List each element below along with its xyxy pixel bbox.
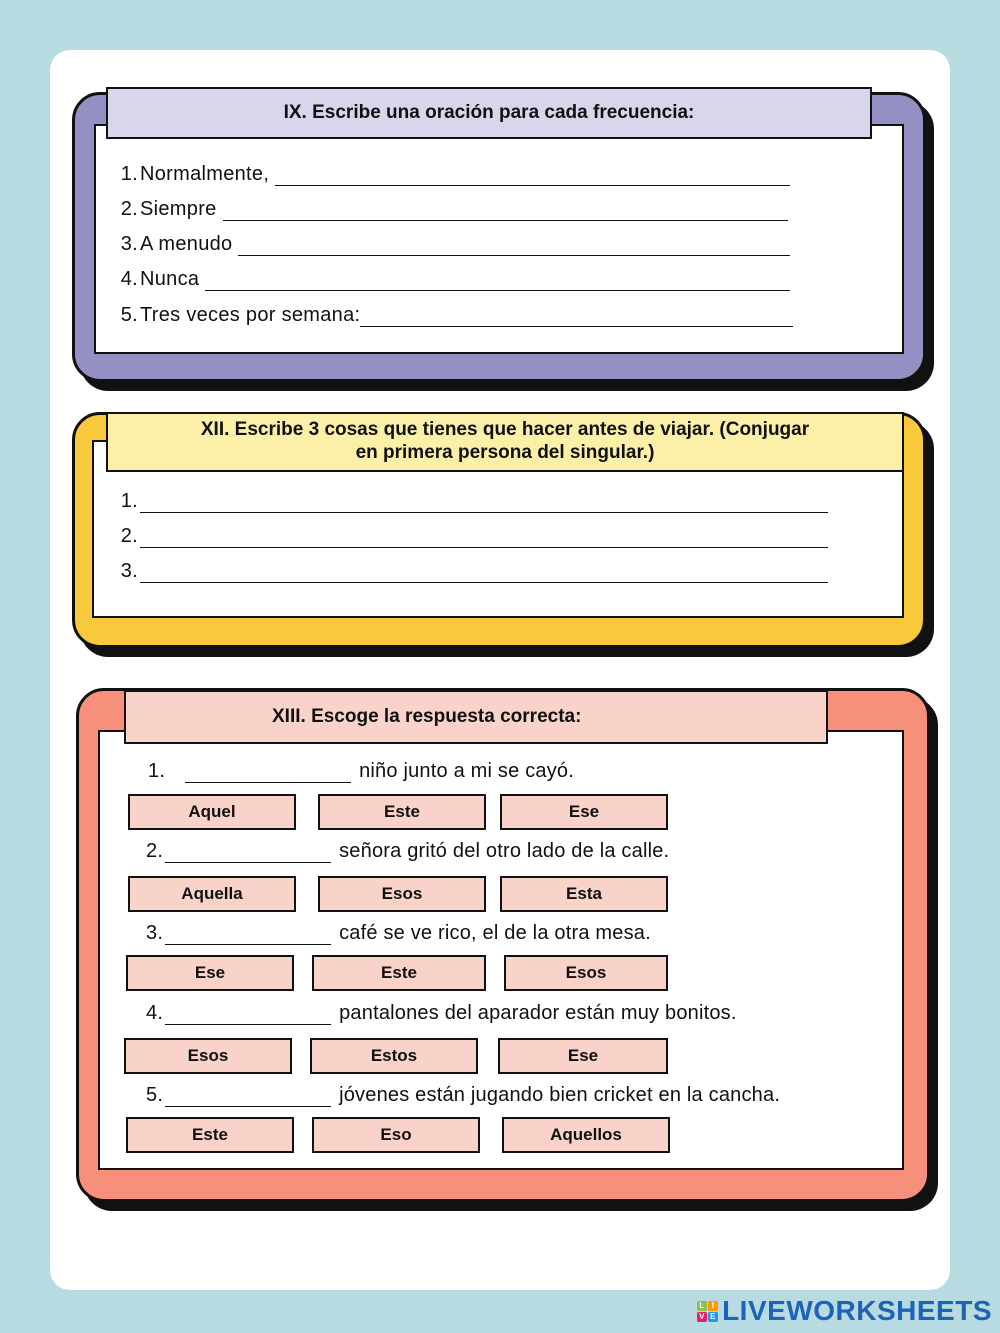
answer-blank[interactable] [165,844,331,863]
ix-item-number: 3. [120,233,138,255]
question-number: 2. [146,840,164,862]
option-button[interactable]: Esos [124,1038,292,1074]
ix-item-1[interactable] [118,163,790,186]
section-xiii-title [124,690,828,744]
option-button[interactable]: Esos [318,876,486,912]
section-xii-title [106,412,904,472]
question-text: pantalones del aparador están muy bonitos. [339,1002,737,1024]
ix-item-label: Siempre [140,198,217,220]
option-button[interactable]: Ese [498,1038,668,1074]
section-ix-title-text: IX. Escribe una oración para cada frecuencia: [283,101,695,123]
section-ix-title [106,87,872,139]
ix-item-number: 4. [120,268,138,290]
ix-item-label: A menudo [140,233,233,255]
question-number: 5. [146,1084,164,1106]
ix-answer-line[interactable] [223,202,788,221]
ix-item-label: Nunca [140,268,200,290]
question-text: niño junto a mi se cayó. [359,760,575,782]
ix-item-number: 1. [120,163,138,185]
option-button[interactable]: Esos [504,955,668,991]
xii-item-number: 3. [120,560,138,582]
section-xii-title-line2: en primera persona del singular.) [355,442,655,463]
ix-answer-line[interactable] [205,272,790,291]
logo-letter-v: V [697,1312,707,1322]
xii-item-1[interactable] [118,490,828,513]
xiii-question-3 [146,922,651,945]
xiii-question-2 [146,840,669,863]
ix-answer-line[interactable] [360,308,793,327]
xii-answer-line[interactable] [140,494,828,513]
question-number: 1. [148,760,166,782]
answer-blank[interactable] [185,764,351,783]
option-button[interactable]: Este [312,955,486,991]
logo-letter-l: L [697,1301,707,1311]
question-text: jóvenes están jugando bien cricket en la cancha. [339,1084,781,1106]
ix-item-4[interactable] [118,268,790,291]
ix-item-number: 2. [120,198,138,220]
ix-item-number: 5. [120,304,138,326]
option-button[interactable]: Esta [500,876,668,912]
option-button[interactable]: Estos [310,1038,478,1074]
ix-item-label: Tres veces por semana: [140,304,361,326]
option-button[interactable]: Ese [126,955,294,991]
answer-blank[interactable] [165,926,331,945]
option-button[interactable]: Aquel [128,794,296,830]
xiii-question-5 [146,1084,780,1107]
xii-item-3[interactable] [118,560,828,583]
xii-item-number: 1. [120,490,138,512]
logo-letter-e: E [708,1312,718,1322]
ix-item-label: Normalmente, [140,163,270,185]
brand-text: LIVEWORKSHEETS [722,1295,992,1326]
xii-item-2[interactable] [118,525,828,548]
answer-blank[interactable] [165,1006,331,1025]
question-text: café se ve rico, el de la otra mesa. [339,922,651,944]
xii-item-number: 2. [120,525,138,547]
section-xiii-title-text: XIII. Escoge la respuesta correcta: [272,705,582,727]
question-number: 3. [146,922,164,944]
ix-item-3[interactable] [118,233,790,256]
question-number: 4. [146,1002,164,1024]
option-button[interactable]: Ese [500,794,668,830]
ix-item-5[interactable] [118,304,793,327]
ix-answer-line[interactable] [275,167,790,186]
section-xii-title-line1: XII. Escribe 3 cosas que tienes que hacer antes de viajar. (Conjugar [200,419,810,441]
option-button[interactable]: Este [126,1117,294,1153]
ix-item-2[interactable] [118,198,788,221]
xiii-question-1 [148,760,574,783]
xii-answer-line[interactable] [140,529,828,548]
question-text: señora gritó del otro lado de la calle. [339,840,670,862]
option-button[interactable]: Eso [312,1117,480,1153]
option-button[interactable]: Aquella [128,876,296,912]
answer-blank[interactable] [165,1088,331,1107]
option-button[interactable]: Este [318,794,486,830]
xiii-question-4 [146,1002,737,1025]
ix-answer-line[interactable] [238,237,790,256]
xii-answer-line[interactable] [140,564,828,583]
logo-letter-i: I [708,1301,718,1311]
liveworksheets-brand[interactable] [697,1295,992,1327]
option-button[interactable]: Aquellos [502,1117,670,1153]
liveworksheets-logo-icon [697,1301,718,1322]
